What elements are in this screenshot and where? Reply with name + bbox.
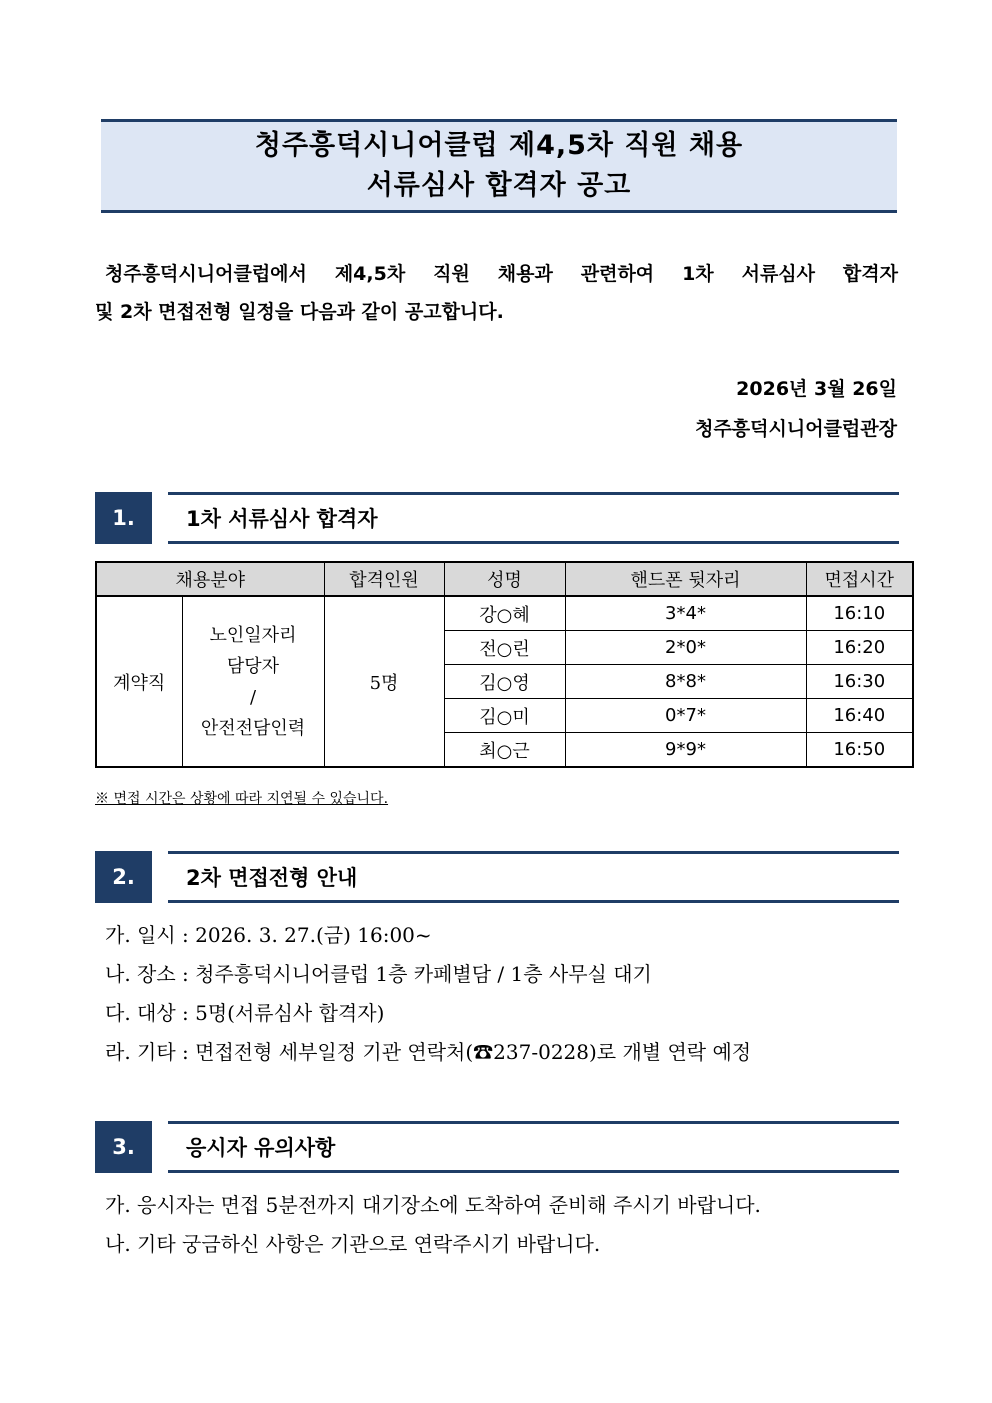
interview-delay-note: ※ 면접 시간은 상황에 따라 지연될 수 있습니다. xyxy=(95,791,389,807)
section3-title: 응시자 유의사항 xyxy=(168,1121,899,1173)
list-item: 나. 기타 궁금하신 사항은 기관으로 연락주시기 바랍니다. xyxy=(105,1232,601,1256)
cell-phone: 0*7* xyxy=(565,699,806,733)
section2-title: 2차 면접전형 안내 xyxy=(168,851,899,903)
results-table xyxy=(95,561,914,768)
intro-line1: 청주흥덕시니어클럽에서 제4,5차 직원 채용과 관련하여 1차 서류심사 합격자 xyxy=(105,263,898,285)
field-line1: 노인일자리 xyxy=(209,624,297,646)
cell-time: 16:30 xyxy=(806,665,913,699)
header-name: 성명 xyxy=(444,562,565,596)
cell-time: 16:40 xyxy=(806,699,913,733)
cell-phone: 2*0* xyxy=(565,631,806,665)
intro-paragraph xyxy=(95,255,898,331)
cell-time: 16:10 xyxy=(806,596,913,631)
list-item: 다. 대상 : 5명(서류심사 합격자) xyxy=(105,1001,385,1025)
cell-name: 김○미 xyxy=(444,699,565,733)
cell-field xyxy=(182,596,324,767)
applicant-notes-list xyxy=(105,1186,905,1264)
section1-title: 1차 서류심사 합격자 xyxy=(168,492,899,544)
list-item: 라. 기타 : 면접전형 세부일정 기관 연락처(☎237-0228)로 개별 연락 예정 xyxy=(105,1040,752,1064)
cell-time: 16:20 xyxy=(806,631,913,665)
cell-name: 전○린 xyxy=(444,631,565,665)
announcement-signer: 청주흥덕시니어클럽관장 xyxy=(695,418,897,440)
cell-name: 최○근 xyxy=(444,733,565,768)
header-phone: 핸드폰 뒷자리 xyxy=(565,562,806,596)
cell-name: 김○영 xyxy=(444,665,565,699)
field-line4: 안전전담인력 xyxy=(200,717,306,739)
header-count: 합격인원 xyxy=(324,562,444,596)
field-line2: 담당자 xyxy=(226,655,280,677)
announcement-date: 2026년 3월 26일 xyxy=(736,378,897,400)
header-time: 면접시간 xyxy=(806,562,913,596)
intro-line2: 및 2차 면접전형 일정을 다음과 같이 공고합니다. xyxy=(95,301,504,323)
cell-phone: 9*9* xyxy=(565,733,806,768)
cell-employment-type: 계약직 xyxy=(96,596,182,767)
cell-time: 16:50 xyxy=(806,733,913,768)
notice-title-line2: 서류심사 합격자 공고 xyxy=(366,170,632,201)
table-row xyxy=(96,596,913,631)
interview-info-list xyxy=(105,916,905,1072)
cell-name: 강○혜 xyxy=(444,596,565,631)
list-item: 가. 일시 : 2026. 3. 27.(금) 16:00~ xyxy=(105,923,432,947)
section1-number: 1. xyxy=(95,492,152,544)
header-field: 채용분야 xyxy=(96,562,324,596)
notice-title-line1: 청주흥덕시니어클럽 제4,5차 직원 채용 xyxy=(254,130,744,161)
list-item: 나. 장소 : 청주흥덕시니어클럽 1층 카페별담 / 1층 사무실 대기 xyxy=(105,962,652,986)
table-header-row xyxy=(96,562,913,596)
list-item: 가. 응시자는 면접 5분전까지 대기장소에 도착하여 준비해 주시기 바랍니다. xyxy=(105,1193,761,1217)
cell-count: 5명 xyxy=(324,596,444,767)
section2-number: 2. xyxy=(95,851,152,903)
section3-number: 3. xyxy=(95,1121,152,1173)
notice-title-box xyxy=(101,119,897,213)
cell-phone: 8*8* xyxy=(565,665,806,699)
field-line3: / xyxy=(249,686,257,708)
cell-phone: 3*4* xyxy=(565,596,806,631)
